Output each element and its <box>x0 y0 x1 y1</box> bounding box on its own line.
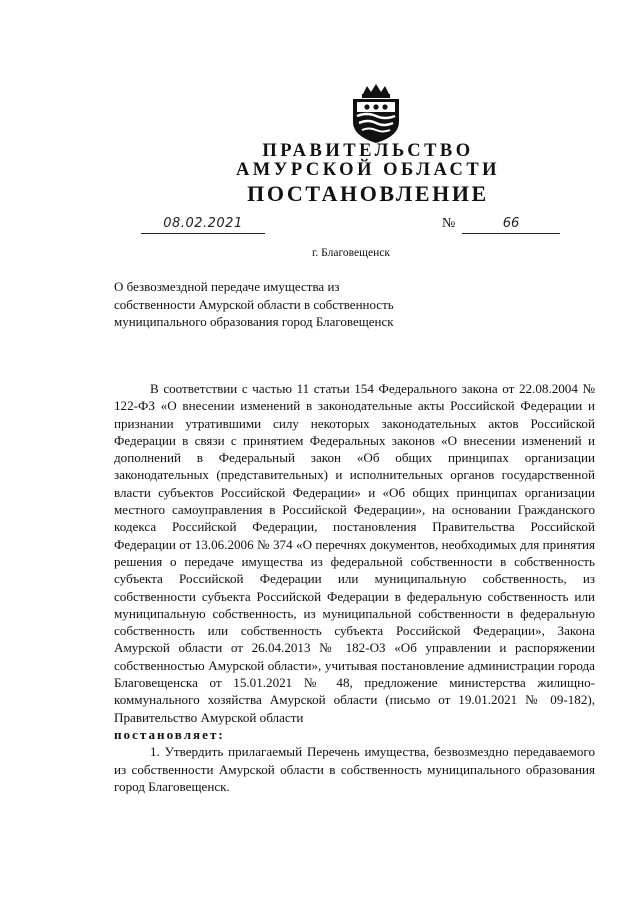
org-name-line1: ПРАВИТЕЛЬСТВО <box>262 141 474 161</box>
org-name-line2: АМУРСКОЙ ОБЛАСТИ <box>235 160 501 180</box>
document-body <box>114 380 595 795</box>
city-name: г. Благовещенск <box>312 247 390 259</box>
document-date: 08.02.2021 <box>141 217 265 234</box>
coat-of-arms-icon <box>347 82 405 144</box>
decree-word: постановляет: <box>114 726 225 742</box>
document-number: 66 <box>462 217 560 234</box>
document-type-title: ПОСТАНОВЛЕНИЕ <box>247 181 489 206</box>
preamble-paragraph: В соответствии с частью 11 статьи 154 Федерального закона от 22.08.2004 № 122-ФЗ «О внесении изменений в законодательные акты Российской Федерации и признании утратившими силу некоторых законодательных актов Российской Федерации в связи с принятием Федеральных законов «О внесении изменений и дополнений в Федеральный закон «Об общих принципах организации законодательных (представительных) и исполнительных органов государственной власти субъектов Российской Федерации» и «Об общих принципах организации местного самоуправления в Российской Федерации», на основании Гражданского кодекса Российской Федерации, постановления Правительства Российской Федерации от 13.06.2006 № 374 «О перечнях документов, необходимых для принятия решения о передаче имущества из федеральной собственности в собственность субъекта Российской Федерации или муниципальную собственность, из собственности субъекта Российской Федерации в федеральную собственность или муниципальную собственность, из муниципальной собственности в федеральную собственность или собственность субъекта Российской Федерации», Закона Амурской области от 26.04.2013 № 182-ОЗ «Об управлении и распоряжении собственностью Амурской области», учитывая постановление администрации города Благовещенска от 15.01.2021 № 48, предложение министерства жилищно-коммунального хозяйства Амурской области (письмо от 19.01.2021 № 09-182), Правительство Амурской области <box>114 381 595 725</box>
document-subject: О безвозмездной передаче имущества из собственности Амурской области в собственность муниципального образования город Благовещенск <box>114 279 394 329</box>
item-1-paragraph: 1. Утвердить прилагаемый Перечень имущества, безвозмездно передаваемого из собственности Амурской области в собственность муниципального образования город Благовещенск. <box>114 744 595 794</box>
number-label: № <box>442 216 456 231</box>
